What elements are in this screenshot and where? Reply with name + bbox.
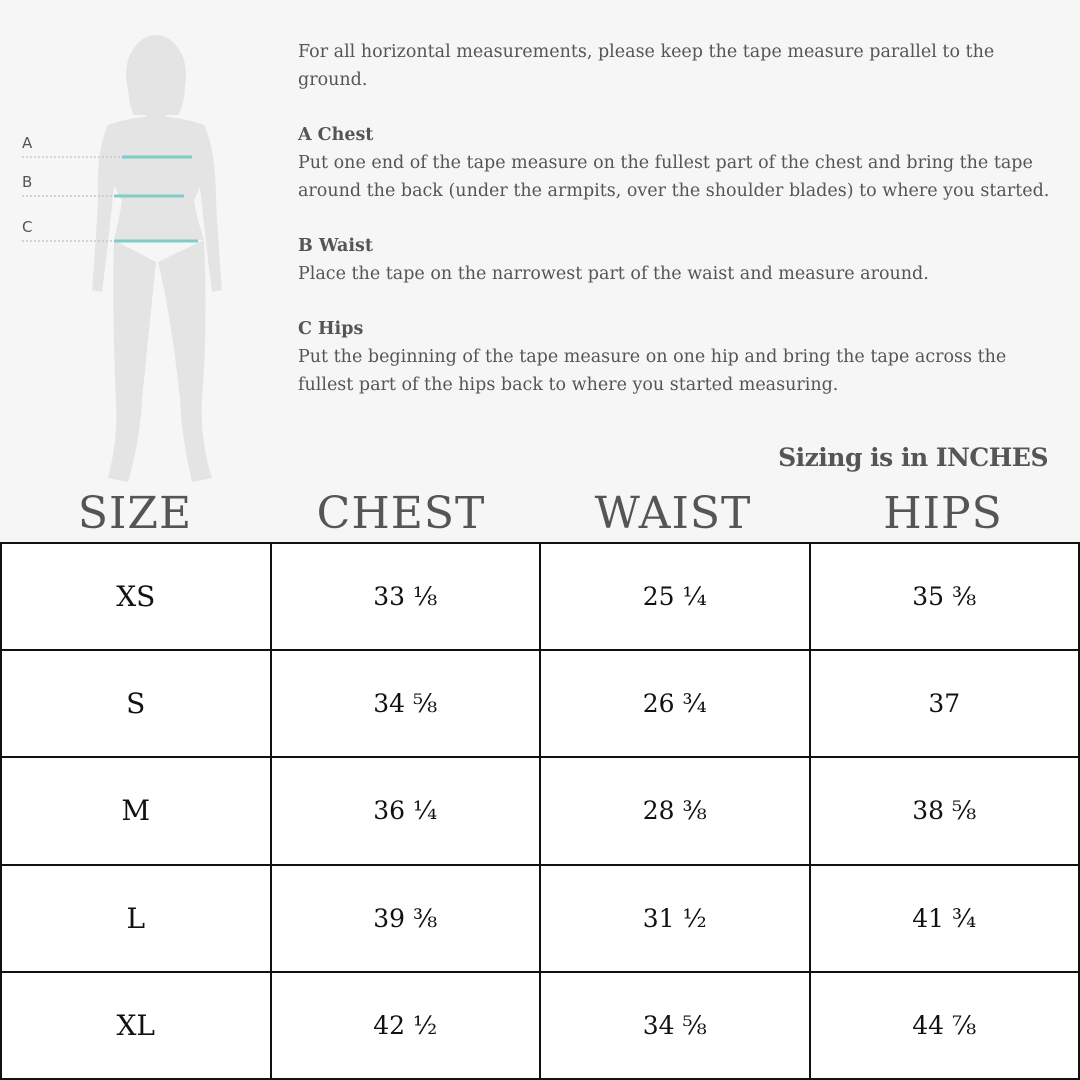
- hips-cell: 35 ⅜: [810, 543, 1080, 650]
- marker-c-label: C: [22, 218, 33, 236]
- hips-heading: C Hips: [298, 319, 364, 339]
- size-cell: XS: [1, 543, 271, 650]
- chest-cell: 34 ⅝: [271, 650, 541, 757]
- size-cell: L: [1, 865, 271, 972]
- waist-instruction: [298, 232, 1058, 288]
- waist-cell: 25 ¼: [540, 543, 810, 650]
- marker-b-label: B: [22, 173, 33, 191]
- size-cell: S: [1, 650, 271, 757]
- size-cell: XL: [1, 972, 271, 1079]
- waist-cell: 26 ¾: [540, 650, 810, 757]
- hips-cell: 37: [810, 650, 1080, 757]
- table-row: [1, 650, 1079, 757]
- header-hips: HIPS: [883, 488, 1003, 539]
- chest-cell: 39 ⅜: [271, 865, 541, 972]
- header-waist: WAIST: [594, 488, 752, 539]
- header-chest: CHEST: [316, 488, 486, 539]
- chest-cell: 36 ¼: [271, 757, 541, 864]
- hips-cell: 41 ¾: [810, 865, 1080, 972]
- body-measurement-figure: [0, 0, 270, 500]
- waist-heading: B Waist: [298, 236, 373, 256]
- waist-cell: 31 ½: [540, 865, 810, 972]
- marker-a-label: A: [22, 134, 33, 152]
- header-size: SIZE: [77, 488, 193, 539]
- chest-cell: 33 ⅛: [271, 543, 541, 650]
- chest-cell: 42 ½: [271, 972, 541, 1079]
- size-cell: M: [1, 757, 271, 864]
- hips-body: Put the beginning of the tape measure on one hip and bring the tape across the fullest part of the hips back to where you started measuring.: [298, 347, 1007, 395]
- table-row: [1, 757, 1079, 864]
- chest-heading: A Chest: [298, 125, 374, 145]
- units-note: Sizing is in INCHES: [778, 443, 1048, 472]
- chest-body: Put one end of the tape measure on the fullest part of the chest and bring the tape around the back (under the armpits, over the shoulder blades) to where you started.: [298, 153, 1050, 201]
- table-row: [1, 972, 1079, 1079]
- waist-cell: 34 ⅝: [540, 972, 810, 1079]
- table-row: [1, 543, 1079, 650]
- table-row: [1, 865, 1079, 972]
- chest-instruction: [298, 121, 1058, 205]
- size-chart-table: [0, 542, 1080, 1080]
- measurement-instructions: [298, 38, 1058, 426]
- hips-cell: 38 ⅝: [810, 757, 1080, 864]
- hips-instruction: [298, 315, 1058, 399]
- waist-cell: 28 ⅜: [540, 757, 810, 864]
- body-silhouette-illustration: [0, 0, 270, 500]
- waist-body: Place the tape on the narrowest part of the waist and measure around.: [298, 264, 929, 284]
- intro-text: For all horizontal measurements, please keep the tape measure parallel to the ground.: [298, 42, 995, 90]
- hips-cell: 44 ⅞: [810, 972, 1080, 1079]
